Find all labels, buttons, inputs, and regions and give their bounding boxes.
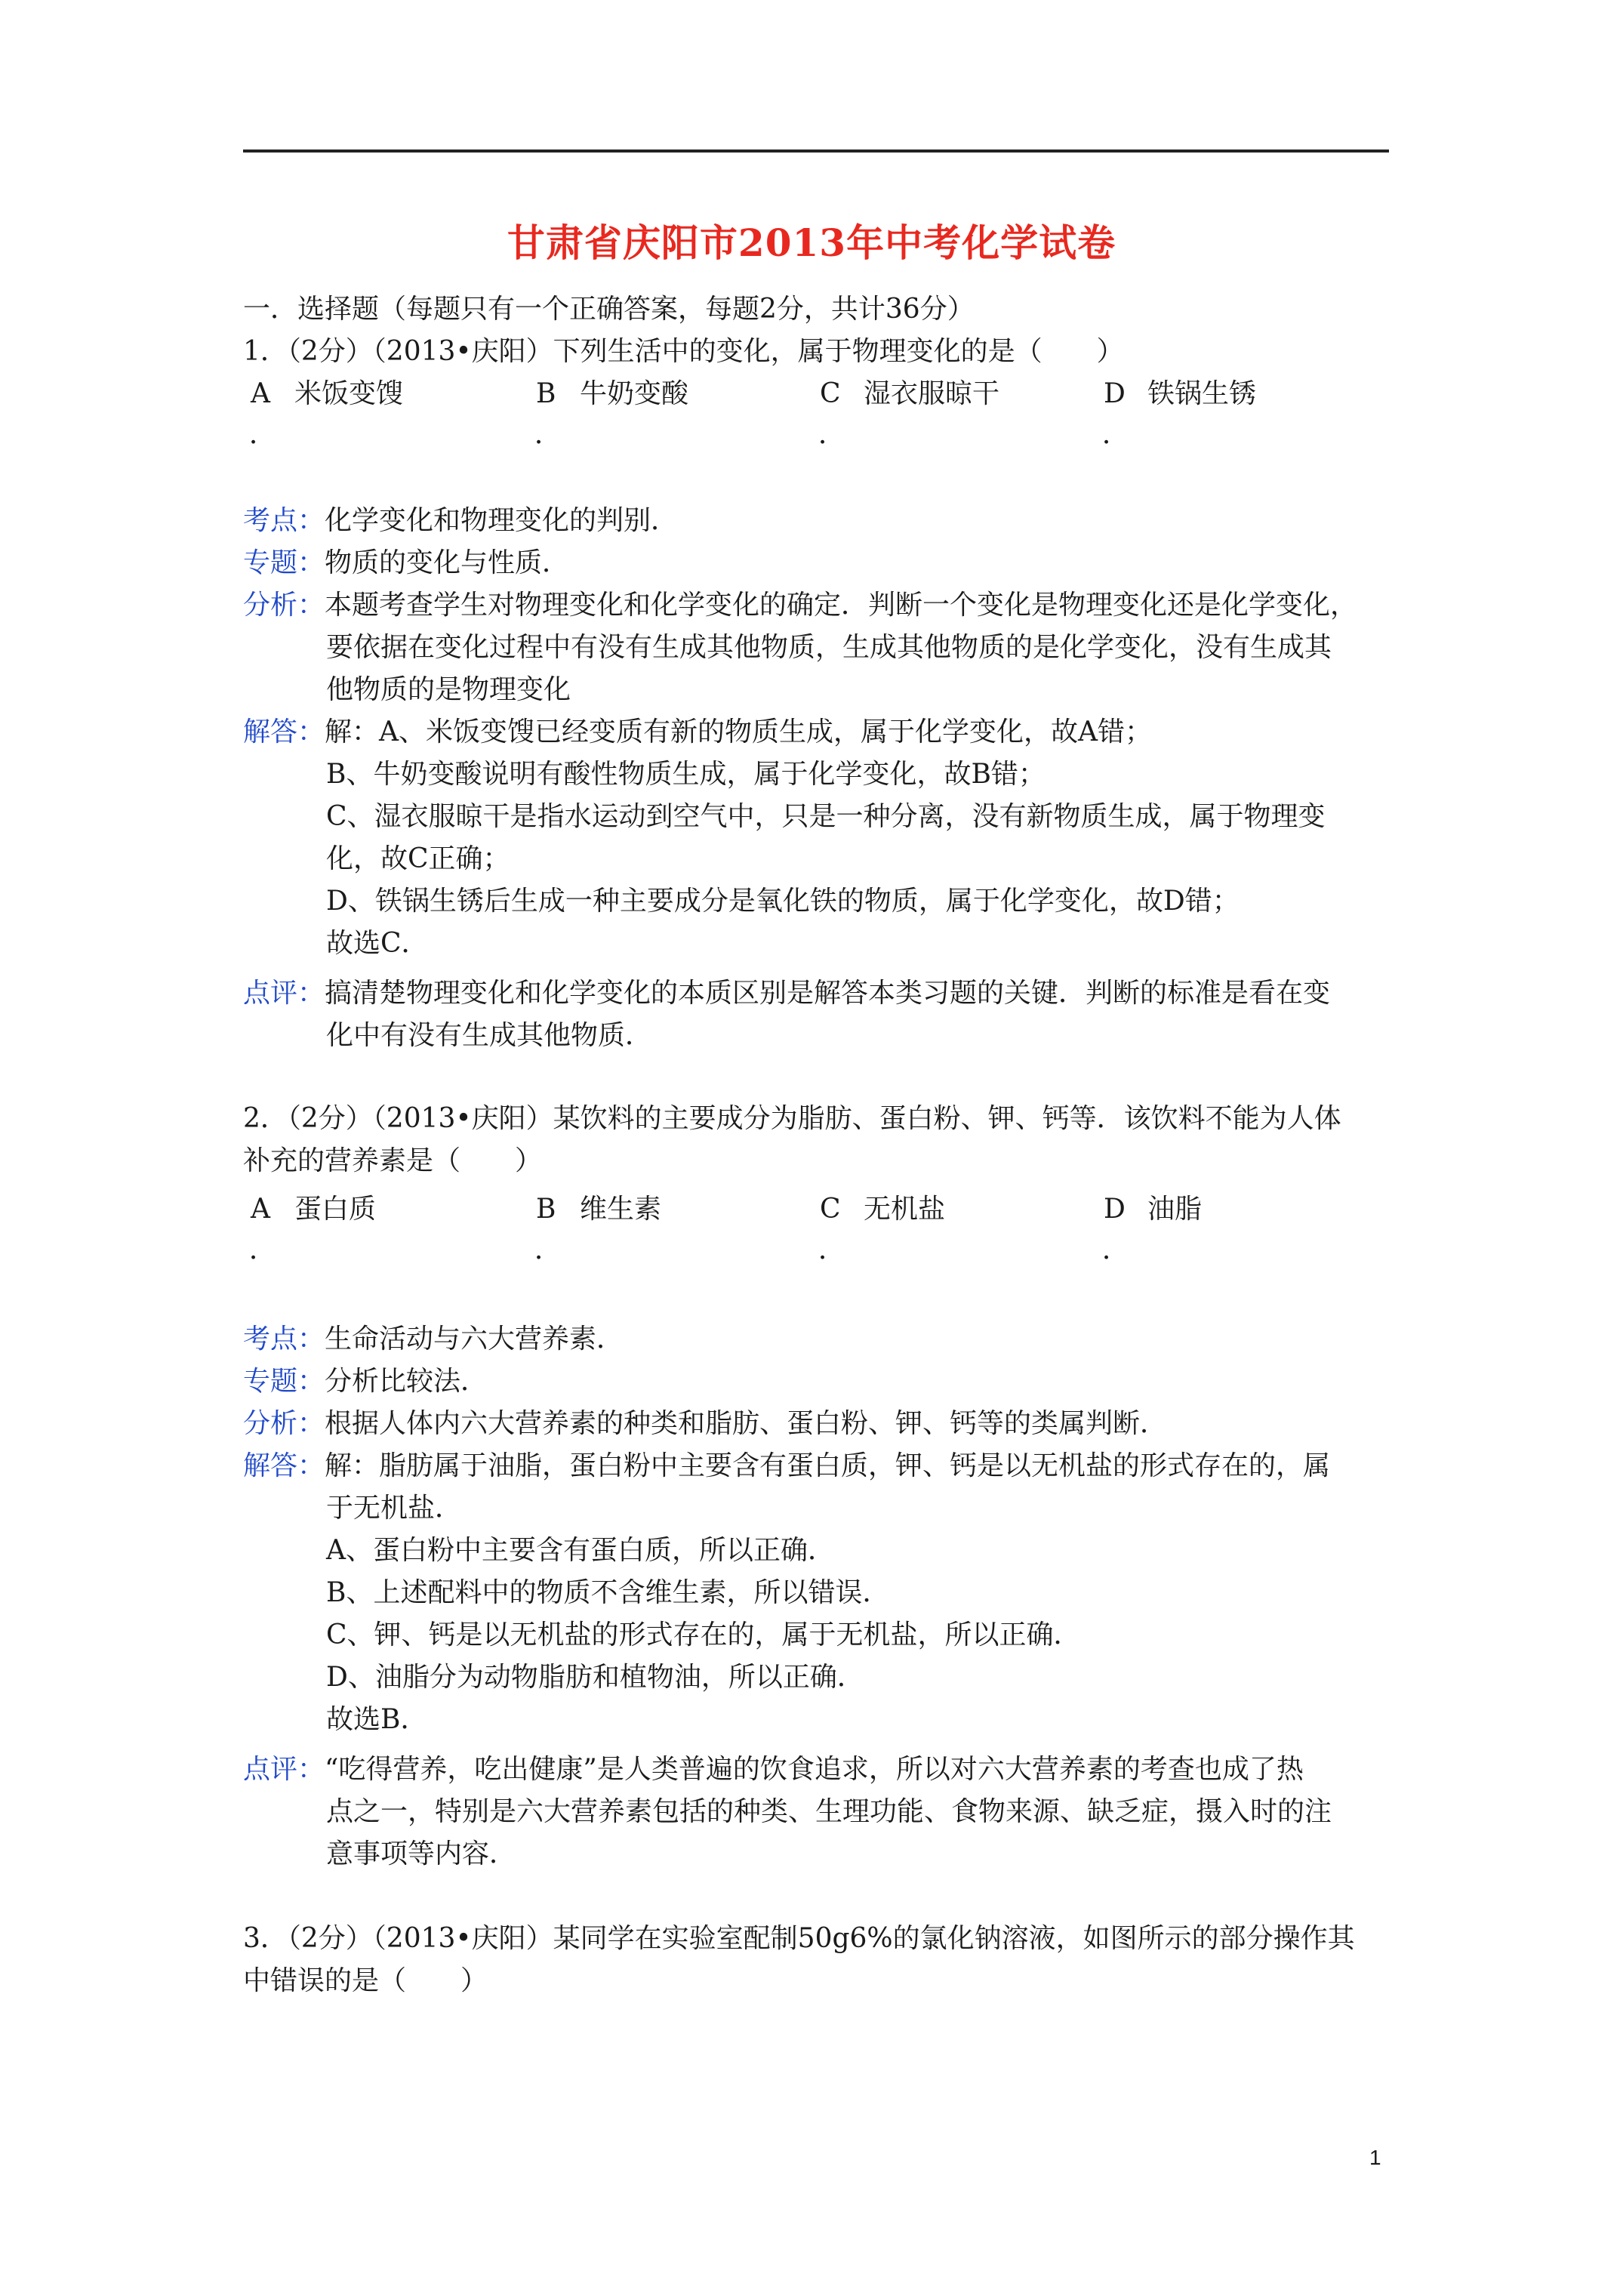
q1-jieda-line: D、铁锅生锈后生成一种主要成分是氧化铁的物质，属于化学变化，故D错； <box>326 886 1240 917</box>
q1-fenxi-line: 他物质的是物理变化 <box>326 674 571 705</box>
q1-fenxi-line: 要依据在变化过程中有没有生成其他物质，生成其他物质的是化学变化，没有生成其 <box>326 632 1332 663</box>
q2-jieda-line: D、油脂分为动物脂肪和植物油，所以正确． <box>326 1662 864 1693</box>
q2-zhuanti: 专题：分析比较法． <box>243 1366 488 1397</box>
q1-option-a-dot: ． <box>249 419 277 450</box>
q1-option-b: B 牛奶变酸 <box>536 378 689 409</box>
q2-stem-line: 补充的营养素是（ ） <box>243 1145 543 1176</box>
page-number: 1 <box>1369 2146 1381 2169</box>
kaodian-label: 考点： <box>243 1324 325 1354</box>
q2-jieda-line: A、蛋白粉中主要含有蛋白质，所以正确． <box>326 1535 835 1566</box>
q2-jieda-line: C、钾、钙是以无机盐的形式存在的，属于无机盐，所以正确． <box>326 1620 1081 1650</box>
q3-stem-line: 中错误的是（ ） <box>243 1965 488 1996</box>
q1-stem: 1．（2分）（2013•庆阳）下列生活中的变化，属于物理变化的是（ ） <box>243 336 1124 367</box>
zhuanti-label: 专题： <box>243 547 325 578</box>
q1-option-b-dot: ． <box>534 419 562 450</box>
q1-dianping: 点评：搞清楚物理变化和化学变化的本质区别是解答本类习题的关键．判断的标准是看在变 <box>243 978 1331 1009</box>
q1-option-d: D 铁锅生锈 <box>1104 378 1257 409</box>
q2-fenxi: 分析：根据人体内六大营养素的种类和脂肪、蛋白粉、钾、钙等的类属判断． <box>243 1408 1168 1439</box>
jieda-label: 解答： <box>243 717 325 747</box>
q1-zhuanti: 专题：物质的变化与性质． <box>243 547 570 578</box>
q2-option-d: D 油脂 <box>1104 1194 1203 1225</box>
header-rule <box>243 149 1389 153</box>
q1-jieda-line: C、湿衣服晾干是指水运动到空气中，只是一种分离，没有新物质生成，属于物理变 <box>326 801 1326 832</box>
dianping-label: 点评： <box>243 978 325 1009</box>
q1-fenxi: 分析：本题考查学生对物理变化和化学变化的确定．判断一个变化是物理变化还是化学变化， <box>243 590 1358 621</box>
q2-option-a: A 蛋白质 <box>251 1194 377 1225</box>
section-heading: 一．选择题（每题只有一个正确答案，每题2分，共计36分） <box>243 294 975 325</box>
fenxi-label: 分析： <box>243 1408 325 1439</box>
q2-jieda-line: 故选B． <box>326 1704 428 1735</box>
q3-stem: 3．（2分）（2013•庆阳）某同学在实验室配制50g6%的氯化钠溶液，如图所示的部分操作其 <box>243 1923 1355 1954</box>
jieda-label: 解答： <box>243 1450 325 1481</box>
q2-jieda-line: 于无机盐． <box>326 1493 463 1524</box>
q1-kaodian: 考点：化学变化和物理变化的判别． <box>243 505 679 536</box>
kaodian-label: 考点： <box>243 505 325 536</box>
q1-option-c: C 湿衣服晾干 <box>820 378 1000 409</box>
dianping-label: 点评： <box>243 1754 325 1785</box>
q2-jieda-line: B、上述配料中的物质不含维生素，所以错误． <box>326 1577 890 1608</box>
q2-option-c: C 无机盐 <box>820 1194 946 1225</box>
page-title: 甘肃省庆阳市2013年中考化学试卷 <box>507 220 1116 265</box>
q2-dianping-line: 点之一，特别是六大营养素包括的种类、生理功能、食物来源、缺乏症，摄入时的注 <box>326 1796 1332 1827</box>
q2-kaodian: 考点：生命活动与六大营养素． <box>243 1324 624 1354</box>
q2-jieda: 解答：解：脂肪属于油脂，蛋白粉中主要含有蛋白质，钾、钙是以无机盐的形式存在的，属 <box>243 1450 1331 1481</box>
q1-option-c-dot: ． <box>818 419 846 450</box>
q2-option-c-dot: ． <box>818 1234 846 1265</box>
q2-option-b-dot: ． <box>534 1234 562 1265</box>
q2-option-b: B 维生素 <box>536 1194 662 1225</box>
q1-jieda-line: 化，故C正确； <box>326 843 510 874</box>
q1-option-d-dot: ． <box>1102 419 1130 450</box>
q2-stem: 2．（2分）（2013•庆阳）某饮料的主要成分为脂肪、蛋白粉、钾、钙等．该饮料不能为人体 <box>243 1103 1341 1134</box>
q1-jieda: 解答：解：A、米饭变馊已经变质有新的物质生成，属于化学变化，故A错； <box>243 717 1153 747</box>
q2-dianping-line: 意事项等内容． <box>326 1838 517 1869</box>
q2-option-a-dot: ． <box>249 1234 277 1265</box>
q1-option-a: A 米饭变馊 <box>251 378 404 409</box>
q1-dianping-line: 化中有没有生成其他物质． <box>326 1020 653 1051</box>
q1-jieda-line: 故选C． <box>326 928 429 959</box>
q1-jieda-line: B、牛奶变酸说明有酸性物质生成，属于化学变化，故B错； <box>326 759 1046 790</box>
q2-dianping: 点评：“吃得营养，吃出健康”是人类普遍的饮食追求，所以对六大营养素的考查也成了热 <box>243 1754 1304 1785</box>
fenxi-label: 分析： <box>243 590 325 621</box>
zhuanti-label: 专题： <box>243 1366 325 1397</box>
q2-option-d-dot: ． <box>1102 1234 1130 1265</box>
